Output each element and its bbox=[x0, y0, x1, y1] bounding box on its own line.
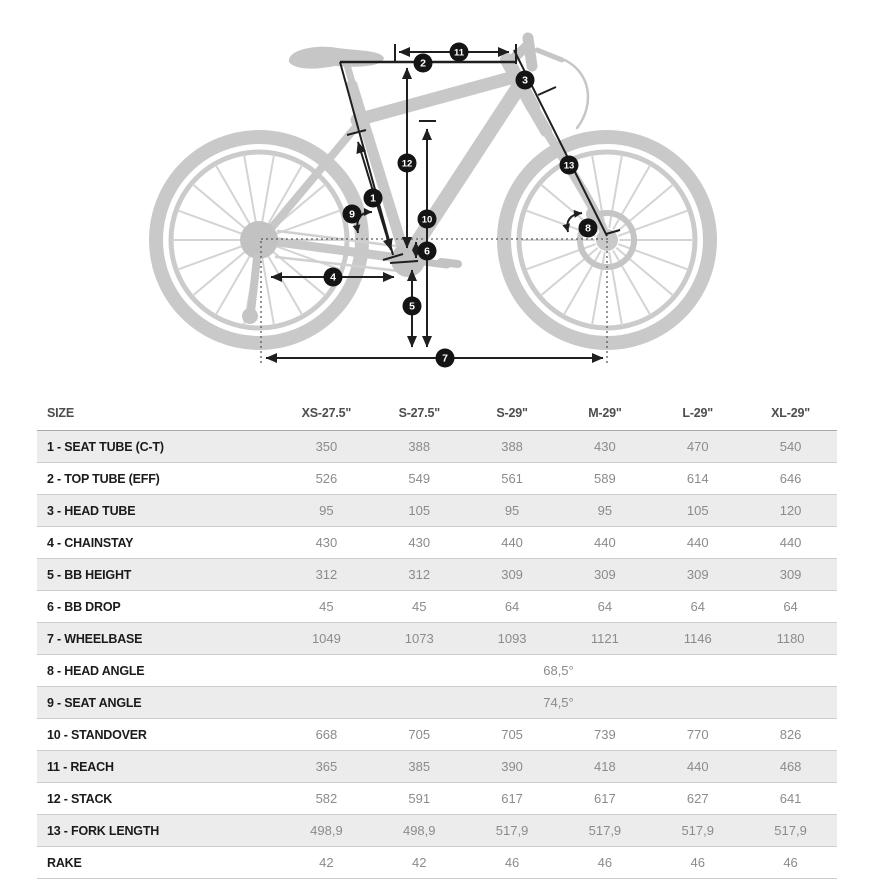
value-cell: 705 bbox=[501, 727, 523, 742]
row-label: 2 - TOP TUBE (EFF) bbox=[47, 471, 160, 486]
value-cell: 517,9 bbox=[681, 823, 714, 838]
value-cell: 540 bbox=[779, 439, 802, 454]
callout-12 bbox=[398, 154, 417, 173]
cassette bbox=[240, 221, 278, 259]
row-label: 4 - CHAINSTAY bbox=[47, 535, 134, 550]
value-cell: 430 bbox=[594, 439, 616, 454]
callout-2 bbox=[414, 54, 433, 73]
value-cell: 498,9 bbox=[402, 823, 436, 838]
bike-geometry-diagram bbox=[0, 0, 873, 390]
value-cell: 614 bbox=[686, 471, 709, 486]
value-cell: 309 bbox=[779, 567, 802, 582]
size-column-header: S-29" bbox=[496, 406, 528, 420]
svg-text:13: 13 bbox=[563, 160, 575, 172]
value-cell: 561 bbox=[501, 471, 523, 486]
value-cell: 440 bbox=[501, 535, 523, 550]
value-cell: 45 bbox=[412, 599, 427, 614]
callout-6 bbox=[418, 242, 437, 261]
row-label: 9 - SEAT ANGLE bbox=[47, 695, 142, 710]
value-cell: 95 bbox=[319, 503, 334, 518]
value-cell: 46 bbox=[597, 855, 613, 870]
row-label: 13 - FORK LENGTH bbox=[47, 823, 160, 838]
table-row bbox=[37, 655, 837, 687]
table-row bbox=[37, 815, 837, 847]
value-cell: 46 bbox=[504, 855, 520, 870]
saddle bbox=[289, 47, 384, 69]
value-cell: 1073 bbox=[404, 631, 434, 646]
value-cell: 42 bbox=[319, 855, 334, 870]
table-row bbox=[37, 687, 837, 719]
value-cell: 64 bbox=[597, 599, 613, 614]
size-column-header: L-29" bbox=[682, 406, 714, 420]
svg-text:6: 6 bbox=[424, 245, 430, 258]
value-cell: 388 bbox=[501, 439, 523, 454]
row-label: 7 - WHEELBASE bbox=[47, 631, 143, 646]
value-cell: 309 bbox=[686, 567, 709, 582]
svg-text:4: 4 bbox=[330, 271, 336, 284]
callout-3 bbox=[516, 71, 535, 90]
value-cell: 627 bbox=[686, 791, 709, 806]
value-cell: 1093 bbox=[497, 631, 527, 646]
row-label: 10 - STANDOVER bbox=[47, 727, 147, 742]
value-cell: 826 bbox=[779, 727, 802, 742]
row-label: 1 - SEAT TUBE (C-T) bbox=[47, 439, 164, 454]
spoke bbox=[178, 244, 247, 269]
value-cell: 64 bbox=[783, 599, 798, 614]
svg-text:5: 5 bbox=[409, 300, 415, 313]
callout-1 bbox=[364, 189, 383, 208]
table-row bbox=[37, 623, 837, 655]
value-cell: 498,9 bbox=[310, 823, 343, 838]
size-column-header: M-29" bbox=[588, 406, 622, 420]
size-column-header: XL-29" bbox=[771, 406, 810, 420]
value-cell: 45 bbox=[319, 599, 334, 614]
value-cell: 526 bbox=[315, 471, 338, 486]
pedal bbox=[441, 262, 458, 264]
value-cell: 95 bbox=[504, 503, 520, 518]
value-cell: 105 bbox=[408, 503, 431, 518]
value-cell: 1180 bbox=[776, 631, 805, 646]
fork-crown bbox=[528, 100, 546, 131]
value-cell: 617 bbox=[501, 791, 523, 806]
value-cell: 1049 bbox=[311, 631, 341, 646]
callout-5 bbox=[403, 297, 422, 316]
value-cell: 582 bbox=[315, 791, 338, 806]
top-tube bbox=[357, 77, 514, 120]
value-cell: 617 bbox=[594, 791, 616, 806]
svg-text:12: 12 bbox=[401, 158, 413, 170]
value-cell: 1146 bbox=[683, 631, 712, 646]
svg-text:10: 10 bbox=[421, 214, 433, 226]
value-cell: 105 bbox=[686, 503, 709, 518]
value-cell: 42 bbox=[412, 855, 427, 870]
value-cell: 1121 bbox=[590, 631, 619, 646]
value-cell: 120 bbox=[779, 503, 802, 518]
callout-4 bbox=[324, 268, 343, 287]
tick-head-bottom bbox=[538, 87, 556, 95]
callout-9 bbox=[343, 205, 362, 224]
spoke bbox=[178, 211, 247, 236]
size-header: SIZE bbox=[47, 406, 74, 420]
value-cell: 46 bbox=[690, 855, 705, 870]
bike-silhouette bbox=[156, 38, 710, 343]
table-row bbox=[37, 719, 837, 751]
size-column-header: S-27.5" bbox=[398, 406, 440, 420]
value-cell: 591 bbox=[408, 791, 431, 806]
svg-text:1: 1 bbox=[370, 192, 376, 205]
value-cell: 312 bbox=[315, 567, 338, 582]
table-row bbox=[37, 527, 837, 559]
svg-text:8: 8 bbox=[585, 222, 591, 235]
value-cell: 668 bbox=[315, 727, 338, 742]
value-cell: 350 bbox=[315, 439, 338, 454]
row-label: 3 - HEAD TUBE bbox=[47, 503, 136, 518]
rear-derailleur bbox=[251, 258, 257, 312]
row-label: 12 - STACK bbox=[47, 791, 113, 806]
value-cell: 770 bbox=[686, 727, 709, 742]
value-cell: 739 bbox=[594, 727, 616, 742]
value-cell: 440 bbox=[594, 535, 616, 550]
value-cell: 470 bbox=[686, 439, 709, 454]
value-cell: 365 bbox=[315, 759, 338, 774]
row-label: 8 - HEAD ANGLE bbox=[47, 663, 145, 678]
table-row bbox=[37, 495, 837, 527]
value-cell: 312 bbox=[408, 567, 431, 582]
value-cell: 440 bbox=[779, 535, 802, 550]
header-row bbox=[37, 396, 837, 431]
span-value-cell: 68,5° bbox=[543, 663, 574, 678]
value-cell: 390 bbox=[501, 759, 523, 774]
span-value-cell: 74,5° bbox=[543, 695, 574, 710]
value-cell: 517,9 bbox=[495, 823, 529, 838]
value-cell: 589 bbox=[594, 471, 616, 486]
value-cell: 385 bbox=[408, 759, 431, 774]
size-column-header: XS-27.5" bbox=[301, 406, 352, 420]
value-cell: 309 bbox=[501, 567, 523, 582]
value-cell: 646 bbox=[779, 471, 802, 486]
brake-cable bbox=[560, 58, 588, 128]
value-cell: 95 bbox=[597, 503, 613, 518]
value-cell: 388 bbox=[408, 439, 431, 454]
row-label: 6 - BB DROP bbox=[47, 599, 121, 614]
row-label: RAKE bbox=[47, 855, 82, 870]
value-cell: 549 bbox=[408, 471, 431, 486]
value-cell: 64 bbox=[690, 599, 705, 614]
table-row bbox=[37, 783, 837, 815]
value-cell: 430 bbox=[315, 535, 338, 550]
value-cell: 46 bbox=[783, 855, 798, 870]
brake-lever bbox=[537, 50, 562, 60]
table-row bbox=[37, 463, 837, 495]
value-cell: 517,9 bbox=[588, 823, 622, 838]
svg-text:7: 7 bbox=[442, 352, 448, 365]
value-cell: 430 bbox=[408, 535, 431, 550]
value-cell: 440 bbox=[686, 535, 709, 550]
svg-text:9: 9 bbox=[349, 208, 355, 221]
handlebar-grip bbox=[528, 38, 532, 66]
table-row bbox=[37, 559, 837, 591]
svg-text:2: 2 bbox=[420, 57, 426, 70]
value-cell: 641 bbox=[779, 791, 802, 806]
row-label: 5 - BB HEIGHT bbox=[47, 567, 132, 582]
row-label: 11 - REACH bbox=[47, 759, 114, 774]
value-cell: 64 bbox=[504, 599, 520, 614]
callout-11 bbox=[450, 43, 469, 62]
geometry-table bbox=[37, 396, 837, 879]
svg-text:3: 3 bbox=[522, 74, 528, 87]
table-row bbox=[37, 591, 837, 623]
value-cell: 418 bbox=[594, 759, 616, 774]
value-cell: 440 bbox=[686, 759, 709, 774]
callout-13 bbox=[560, 156, 579, 175]
table-row bbox=[37, 431, 837, 463]
callout-7 bbox=[436, 349, 455, 368]
svg-text:11: 11 bbox=[453, 47, 465, 59]
value-cell: 517,9 bbox=[774, 823, 807, 838]
value-cell: 705 bbox=[408, 727, 431, 742]
value-cell: 468 bbox=[779, 759, 802, 774]
table-row bbox=[37, 751, 837, 783]
callout-10 bbox=[418, 210, 437, 229]
value-cell: 309 bbox=[594, 567, 616, 582]
callout-8 bbox=[579, 219, 598, 238]
